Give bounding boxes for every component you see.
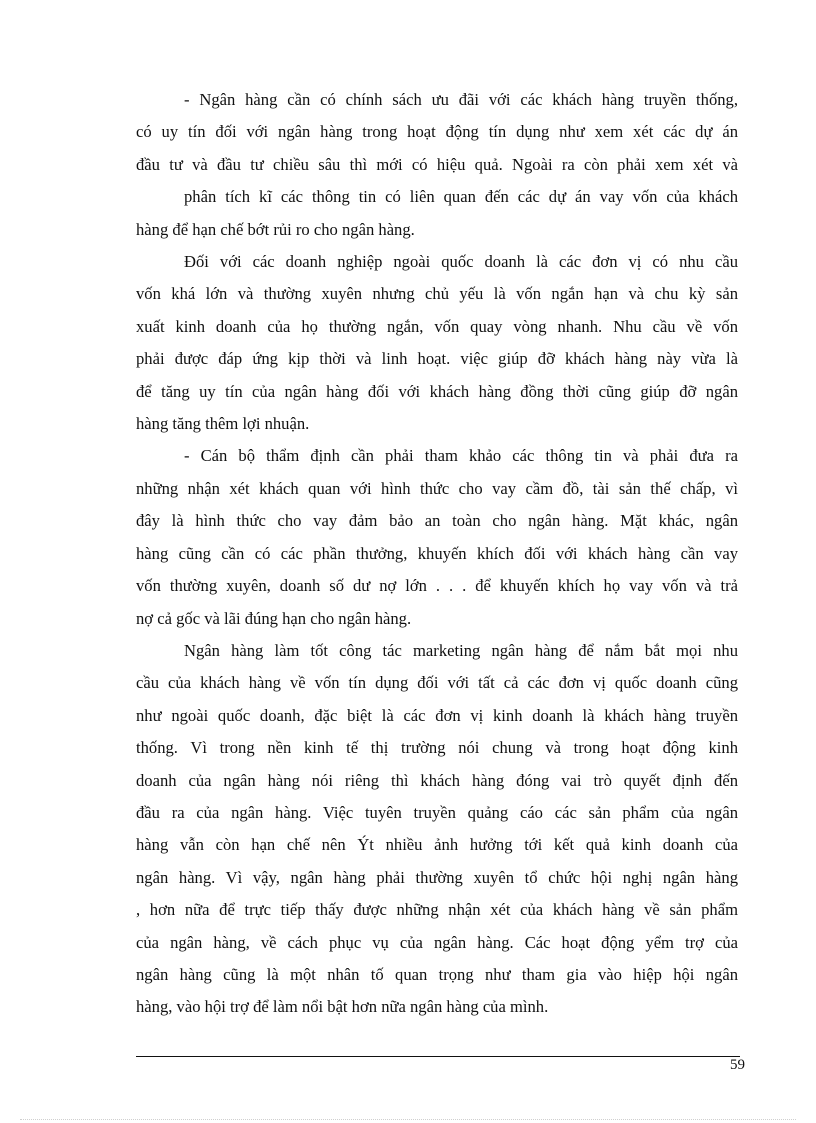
page-number: 59 xyxy=(730,1057,745,1073)
line: hàng, vào hội trợ để làm nổi bật hơn nữa ngân hàng của mình. xyxy=(136,997,549,1017)
line: như ngoài quốc doanh, đặc biệt là các đơn vị kinh doanh là khách hàng truyền xyxy=(136,705,738,725)
line: - Ngân hàng cần có chính sách ưu đãi với các khách hàng truyền thống, xyxy=(184,90,738,109)
line: vốn thường xuyên, doanh số dư nợ lớn . . . để khuyến khích họ vay vốn và trả xyxy=(136,576,738,596)
line: doanh của ngân hàng nói riêng thì khách hàng đóng vai trò quyết định đến xyxy=(136,770,738,790)
line: vốn khá lớn và thường xuyên nhưng chủ yếu là vốn ngắn hạn và chu kỳ sản xyxy=(136,284,738,304)
line: nợ cả gốc và lãi đúng hạn cho ngân hàng. xyxy=(136,608,412,628)
line: - Cán bộ thẩm định cần phải tham khảo các thông tin và phải đưa ra xyxy=(184,446,738,466)
line: xuất kinh doanh của họ thường ngắn, vốn quay vòng nhanh. Nhu cầu về vốn xyxy=(136,316,738,336)
line: để tăng uy tín của ngân hàng đối với khách hàng đồng thời cũng giúp đỡ ngân xyxy=(136,381,738,401)
line: Đối với các doanh nghiệp ngoài quốc doanh là các đơn vị có nhu cầu xyxy=(184,252,738,272)
page-edge-dotted-line xyxy=(20,1119,796,1120)
footer-rule xyxy=(136,1056,740,1057)
line: ngân hàng. Vì vậy, ngân hàng phải thường xuyên tổ chức hội nghị ngân hàng xyxy=(136,867,738,887)
line: của ngân hàng, về cách phục vụ của ngân hàng. Các hoạt động yểm trợ của xyxy=(136,932,738,952)
line: thống. Vì trong nền kinh tế thị trường nói chung và trong hoạt động kinh xyxy=(136,738,738,758)
line: đầu tư và đầu tư chiều sâu thì mới có hiệu quả. Ngoài ra còn phải xem xét và xyxy=(136,154,738,174)
body-text xyxy=(136,84,738,1024)
line: những nhận xét khách quan với hình thức cho vay cầm đồ, tài sản thế chấp, vì xyxy=(136,478,738,498)
line: phân tích kĩ các thông tin có liên quan đến các dự án vay vốn của khách xyxy=(184,187,738,207)
line: phải được đáp ứng kịp thời và linh hoạt. việc giúp đỡ khách hàng này vừa là xyxy=(136,349,738,369)
line: hàng cũng cần có các phần thưởng, khuyến khích đối với khách hàng cần vay xyxy=(136,543,738,563)
line: đầu ra của ngân hàng. Việc tuyên truyền quảng cáo các sản phẩm của ngân xyxy=(136,802,738,822)
line: ngân hàng cũng là một nhân tố quan trọng như tham gia vào hiệp hội ngân xyxy=(136,964,738,984)
line: hàng tăng thêm lợi nhuận. xyxy=(136,414,310,434)
line: đây là hình thức cho vay đảm bảo an toàn cho ngân hàng. Mặt khác, ngân xyxy=(136,511,738,531)
line: , hơn nữa để trực tiếp thấy được những nhận xét của khách hàng về sản phẩm xyxy=(136,900,738,920)
line: hàng vẫn còn hạn chế nên Ýt nhiều ảnh hưởng tới kết quả kinh doanh của xyxy=(136,835,738,855)
line: cầu của khách hàng về vốn tín dụng đối với tất cả các đơn vị quốc doanh cũng xyxy=(136,673,738,693)
line: Ngân hàng làm tốt công tác marketing ngân hàng để nắm bắt mọi nhu xyxy=(184,640,738,660)
line: hàng để hạn chế bớt rủi ro cho ngân hàng. xyxy=(136,219,415,239)
line: có uy tín đối với ngân hàng trong hoạt động tín dụng như xem xét các dự án xyxy=(136,122,738,142)
